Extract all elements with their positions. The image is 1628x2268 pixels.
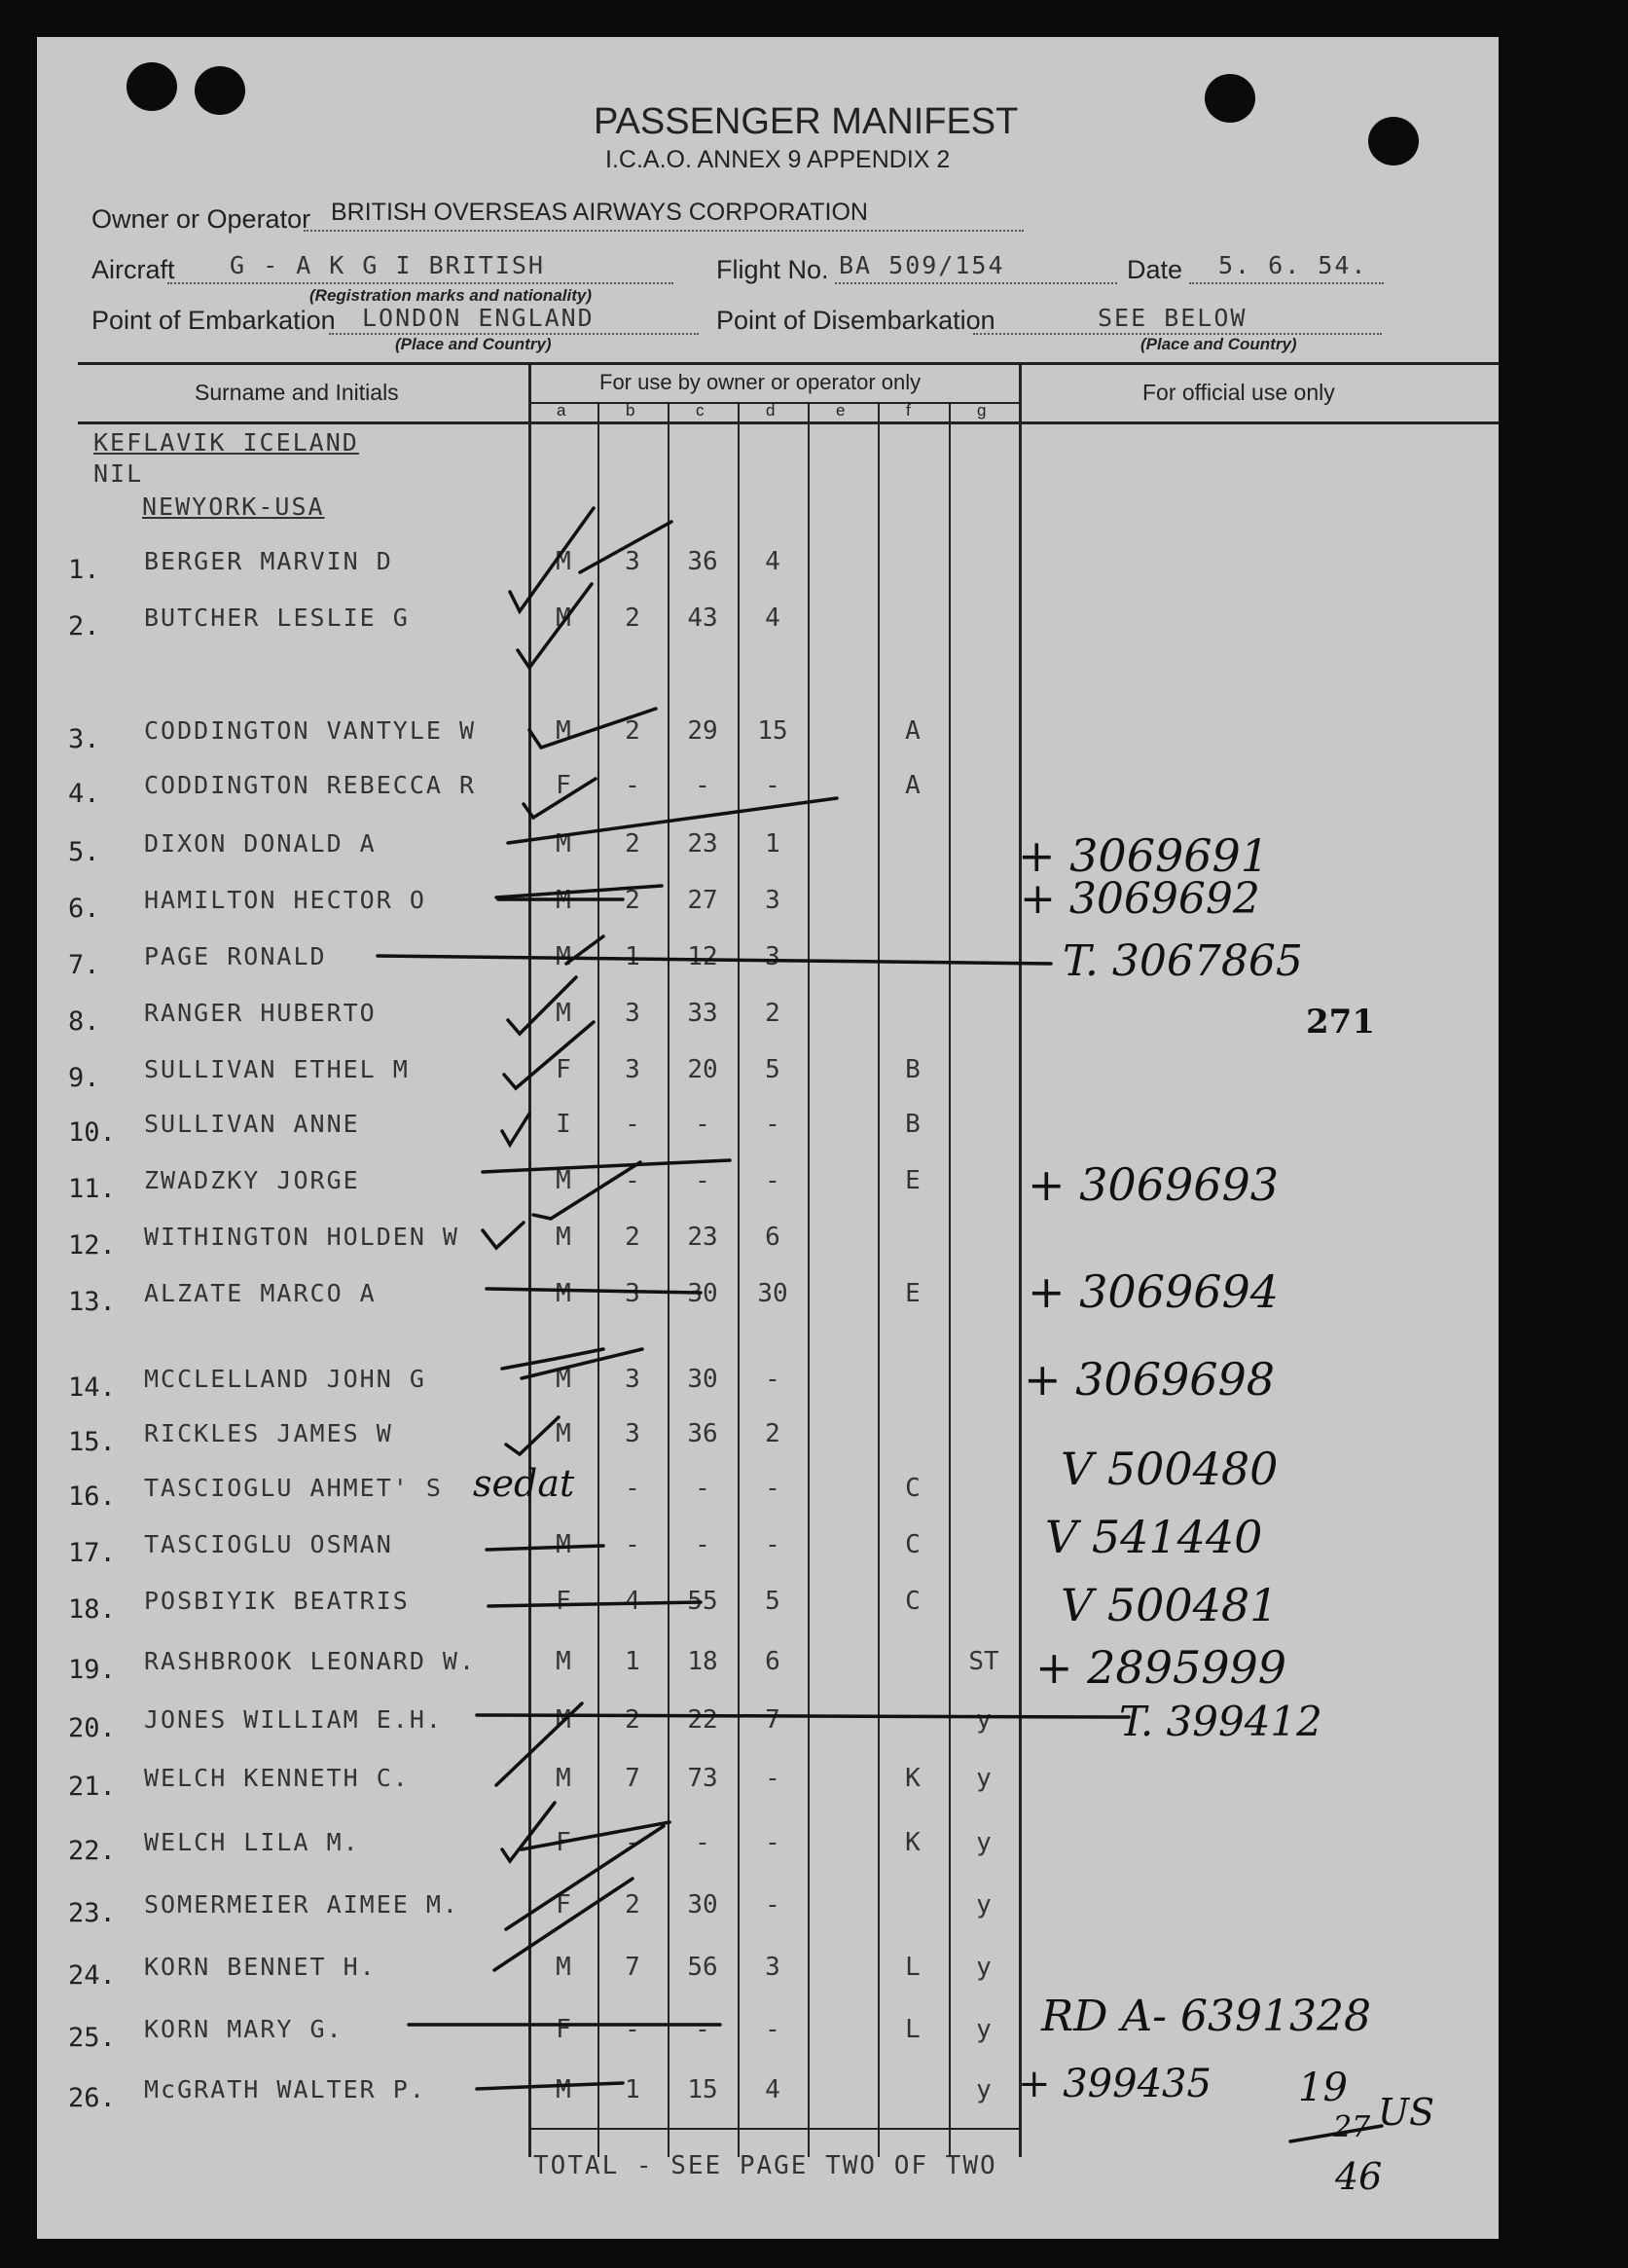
cell-b: 7	[625, 1953, 640, 1982]
cell-c: -	[695, 771, 710, 800]
cell-d: 1	[765, 829, 780, 859]
owner-label: Owner or Operator	[91, 204, 311, 234]
cell-b: 2	[625, 1890, 640, 1920]
handwritten-ticket-26: + 399435	[1018, 2062, 1212, 2106]
owner-use-header: For use by owner or operator only	[599, 370, 922, 394]
cell-d: 3	[765, 886, 780, 915]
passenger-name: RANGER HUBERTO	[144, 999, 377, 1027]
cell-b: 2	[625, 1705, 640, 1735]
cell-f: E	[905, 1279, 921, 1308]
cell-a: M	[556, 1705, 571, 1735]
sub-column-d: d	[766, 401, 776, 420]
row-number: 7.	[68, 950, 100, 980]
cell-f: K	[905, 1828, 921, 1857]
cell-b: 2	[625, 1223, 640, 1252]
cell-c: 27	[687, 886, 718, 915]
cell-a: M	[556, 829, 571, 859]
cell-b: 3	[625, 999, 640, 1028]
cell-b: -	[625, 1474, 640, 1503]
row-number: 2.	[68, 611, 100, 641]
strike-line	[502, 1349, 603, 1369]
handwritten-visa-17: V 541440	[1045, 1511, 1263, 1563]
cell-a: F	[556, 1828, 571, 1857]
cell-d: -	[765, 1530, 780, 1559]
cell-a: F	[556, 1890, 571, 1920]
cell-b: 3	[625, 547, 640, 576]
cell-b: 1	[625, 2075, 640, 2104]
row-number: 9.	[68, 1063, 100, 1093]
cell-c: 22	[687, 1705, 718, 1735]
passenger-name: WELCH KENNETH C.	[144, 1764, 410, 1792]
cell-b: -	[625, 1828, 640, 1857]
page-title: PASSENGER MANIFEST	[594, 101, 1019, 142]
cell-d: 3	[765, 1953, 780, 1982]
cell-a: M	[556, 1223, 571, 1252]
row-number: 20.	[68, 1713, 116, 1743]
row-number: 3.	[68, 724, 100, 754]
cell-d: 5	[765, 1055, 780, 1084]
cell-c: 36	[687, 1419, 718, 1448]
cell-a: M	[556, 1953, 571, 1982]
cell-c: 12	[687, 942, 718, 971]
passenger-name: TASCIOGLU OSMAN	[144, 1530, 393, 1558]
total-line: TOTAL - SEE PAGE TWO OF TWO	[533, 2151, 997, 2180]
cell-b: 4	[625, 1587, 640, 1616]
passenger-name: TASCIOGLU AHMET' S	[144, 1474, 443, 1502]
row-number: 11.	[68, 1174, 116, 1204]
check-mark	[502, 1803, 555, 1861]
sub-column-f: f	[906, 401, 911, 420]
cell-d: -	[765, 1365, 780, 1394]
cell-c: 55	[687, 1587, 718, 1616]
tally-27: 27	[1333, 2110, 1371, 2144]
cell-d: 15	[757, 716, 788, 746]
date-label: Date	[1127, 255, 1183, 284]
passenger-name: MCCLELLAND JOHN G	[144, 1365, 426, 1393]
passenger-name: KORN MARY G.	[144, 2015, 344, 2043]
passenger-name: ALZATE MARCO A	[144, 1279, 377, 1307]
cell-b: 2	[625, 886, 640, 915]
cell-a: M	[556, 1530, 571, 1559]
strike-line	[477, 2083, 623, 2089]
cell-a: F	[556, 1055, 571, 1084]
passenger-name: HAMILTON HECTOR O	[144, 886, 426, 914]
passenger-name: SULLIVAN ANNE	[144, 1110, 360, 1138]
handwritten-ticket-7: T. 3067865	[1063, 936, 1303, 986]
handwritten-ticket-5: + 3069691	[1018, 829, 1270, 882]
check-mark	[524, 779, 596, 818]
cell-d: 2	[765, 1419, 780, 1448]
cell-c: 15	[687, 2075, 718, 2104]
passenger-name: CODDINGTON VANTYLE W	[144, 716, 477, 745]
cell-a: M	[556, 999, 571, 1028]
disembarkation-label: Point of Disembarkation	[716, 306, 995, 335]
owner-value: BRITISH OVERSEAS AIRWAYS CORPORATION	[331, 199, 868, 226]
cell-c: -	[695, 1110, 710, 1139]
cell-d: -	[765, 771, 780, 800]
cell-f: E	[905, 1166, 921, 1195]
passenger-name: DIXON DONALD A	[144, 829, 377, 858]
cell-c: 23	[687, 1223, 718, 1252]
aircraft-note: (Registration marks and nationality)	[309, 286, 592, 305]
passenger-name: BUTCHER LESLIE G	[144, 604, 410, 632]
aircraft-value: G - A K G I BRITISH	[230, 251, 545, 279]
disembarkation-value: SEE BELOW	[1098, 304, 1248, 332]
cell-b: 2	[625, 829, 640, 859]
handwritten-ticket-25: RD A- 6391328	[1041, 1992, 1371, 2041]
passenger-name: PAGE RONALD	[144, 942, 327, 970]
cell-c: -	[695, 1530, 710, 1559]
strike-line	[487, 1546, 603, 1550]
passenger-name: McGRATH WALTER P.	[144, 2075, 426, 2103]
check-mark	[533, 1162, 640, 1219]
cell-c: -	[695, 2015, 710, 2044]
check-mark	[508, 977, 576, 1034]
cell-c: -	[695, 1166, 710, 1195]
cell-b: 1	[625, 942, 640, 971]
cell-c: -	[695, 1828, 710, 1857]
embarkation-label: Point of Embarkation	[91, 306, 336, 335]
row-number: 23.	[68, 1898, 116, 1928]
row-number: 12.	[68, 1230, 116, 1261]
handwritten-visa-18: V 500481	[1061, 1579, 1279, 1631]
strike-line	[487, 1289, 701, 1293]
cell-a: I	[556, 1110, 571, 1139]
cell-f: C	[905, 1587, 921, 1616]
passenger-name: CODDINGTON REBECCA R	[144, 771, 477, 799]
cell-d: 5	[765, 1587, 780, 1616]
handwritten-ticket-20: T. 399412	[1119, 1698, 1322, 1745]
check-mark	[506, 1826, 664, 1929]
row-number: 5.	[68, 837, 100, 867]
row-number: 15.	[68, 1427, 116, 1457]
row-number: 26.	[68, 2083, 116, 2113]
passenger-name: JONES WILLIAM E.H.	[144, 1705, 443, 1734]
cell-a: M	[556, 1279, 571, 1308]
cell-b: 3	[625, 1419, 640, 1448]
row-number: 25.	[68, 2023, 116, 2053]
cell-a: F	[556, 1587, 571, 1616]
cell-b: 7	[625, 1764, 640, 1793]
flight-value: BA 509/154	[839, 251, 1005, 279]
cell-b: 3	[625, 1055, 640, 1084]
cell-b: 2	[625, 604, 640, 633]
sub-column-c: c	[696, 401, 705, 420]
passenger-name: SOMERMEIER AIMEE M.	[144, 1890, 459, 1919]
row-number: 6.	[68, 894, 100, 924]
embarkation-value: LONDON ENGLAND	[362, 304, 595, 332]
passenger-name: SULLIVAN ETHEL M	[144, 1055, 410, 1083]
cell-d: 30	[757, 1279, 788, 1308]
cell-a: M	[556, 1647, 571, 1676]
section-keflavik: KEFLAVIK ICELAND	[93, 428, 359, 457]
sub-column-g: g	[977, 401, 987, 420]
passenger-name: WELCH LILA M.	[144, 1828, 360, 1856]
cell-b: -	[625, 771, 640, 800]
row-number: 18.	[68, 1594, 116, 1625]
cell-d: -	[765, 1474, 780, 1503]
cell-d: -	[765, 1764, 780, 1793]
cell-b: -	[625, 1166, 640, 1195]
passenger-name: RICKLES JAMES W	[144, 1419, 393, 1447]
surname-column-header: Surname and Initials	[195, 380, 399, 405]
cell-g: ST	[968, 1647, 999, 1676]
cell-c: 43	[687, 604, 718, 633]
strike-line	[483, 1160, 730, 1172]
cell-f: B	[905, 1055, 921, 1084]
cell-c: 30	[687, 1890, 718, 1920]
passenger-name: ZWADZKY JORGE	[144, 1166, 360, 1194]
cell-d: -	[765, 2015, 780, 2044]
cell-c: -	[695, 1474, 710, 1503]
cell-d: 3	[765, 942, 780, 971]
tally-us: US	[1378, 2091, 1435, 2134]
cell-d: 4	[765, 547, 780, 576]
cell-g: y	[976, 2015, 992, 2044]
handwritten-ticket-14: + 3069698	[1024, 1353, 1276, 1406]
handwritten-ticket-19: + 2895999	[1035, 1641, 1287, 1694]
page-subtitle: I.C.A.O. ANNEX 9 APPENDIX 2	[605, 146, 951, 173]
stamp-271: 271	[1306, 1003, 1375, 1042]
cell-g: y	[976, 1705, 992, 1735]
cell-f: C	[905, 1530, 921, 1559]
cell-g: y	[976, 1890, 992, 1920]
cell-f: K	[905, 1764, 921, 1793]
cell-b: -	[625, 2015, 640, 2044]
cell-d: 7	[765, 1705, 780, 1735]
handwritten-visa-16: V 500480	[1061, 1443, 1279, 1495]
passenger-name: KORN BENNET H.	[144, 1953, 377, 1981]
cell-g: y	[976, 1828, 992, 1857]
cell-a: M	[556, 1764, 571, 1793]
cell-b: -	[625, 1110, 640, 1139]
cell-c: 73	[687, 1764, 718, 1793]
cell-a: M	[556, 1419, 571, 1448]
cell-b: 3	[625, 1365, 640, 1394]
cell-c: 30	[687, 1365, 718, 1394]
row-number: 8.	[68, 1006, 100, 1037]
cell-d: -	[765, 1166, 780, 1195]
cell-a: M	[556, 1166, 571, 1195]
disembarkation-note: (Place and Country)	[1140, 335, 1297, 353]
cell-f: B	[905, 1110, 921, 1139]
official-use-header: For official use only	[1142, 380, 1335, 405]
cell-a: M	[556, 604, 571, 633]
cell-c: 29	[687, 716, 718, 746]
cell-f: L	[905, 1953, 921, 1982]
handwritten-ticket-6: + 3069692	[1020, 874, 1260, 924]
cell-f: L	[905, 2015, 921, 2044]
row-number: 17.	[68, 1538, 116, 1568]
cell-a: M	[556, 716, 571, 746]
cell-g: y	[976, 1953, 992, 1982]
handwritten-note-16: sedat	[473, 1462, 575, 1505]
cell-f: A	[905, 716, 921, 746]
handwritten-ticket-13: + 3069694	[1028, 1265, 1280, 1318]
cell-a: F	[556, 2015, 571, 2044]
sub-column-a: a	[557, 401, 566, 420]
cell-a: M	[556, 2075, 571, 2104]
cell-d: -	[765, 1828, 780, 1857]
strike-line	[496, 886, 662, 897]
cell-g: y	[976, 1764, 992, 1793]
tally-46: 46	[1335, 2155, 1383, 2198]
cell-c: 20	[687, 1055, 718, 1084]
row-number: 21.	[68, 1772, 116, 1802]
cell-a: M	[556, 886, 571, 915]
sub-column-b: b	[626, 401, 635, 420]
embarkation-note: (Place and Country)	[395, 335, 552, 353]
passenger-name: POSBIYIK BEATRIS	[144, 1587, 410, 1615]
strike-line	[488, 1602, 701, 1606]
cell-c: 23	[687, 829, 718, 859]
passenger-name: BERGER MARVIN D	[144, 547, 393, 575]
section-newyork: NEWYORK-USA	[142, 493, 325, 521]
date-value: 5. 6. 54.	[1218, 251, 1368, 279]
tally-19: 19	[1298, 2066, 1348, 2110]
passenger-name: RASHBROOK LEONARD W.	[144, 1647, 477, 1675]
cell-c: 18	[687, 1647, 718, 1676]
cell-g: y	[976, 2075, 992, 2104]
row-number: 16.	[68, 1482, 116, 1512]
cell-b: -	[625, 1530, 640, 1559]
check-mark	[483, 1223, 524, 1248]
cell-d: 6	[765, 1223, 780, 1252]
cell-c: 56	[687, 1953, 718, 1982]
cell-d: 6	[765, 1647, 780, 1676]
cell-a: M	[556, 942, 571, 971]
strike-line	[477, 1715, 1129, 1717]
check-mark	[502, 1114, 529, 1145]
cell-d: 4	[765, 2075, 780, 2104]
cell-d: -	[765, 1890, 780, 1920]
section-keflavik-value: NIL	[93, 459, 144, 488]
handwritten-ticket-11: + 3069693	[1028, 1158, 1280, 1211]
check-mark	[506, 1417, 559, 1454]
row-number: 24.	[68, 1960, 116, 1991]
aircraft-label: Aircraft	[91, 255, 175, 284]
cell-c: 30	[687, 1279, 718, 1308]
flight-label: Flight No.	[716, 255, 829, 284]
strike-line	[378, 956, 1051, 964]
row-number: 1.	[68, 555, 100, 585]
row-number: 10.	[68, 1117, 116, 1148]
cell-a: F	[556, 771, 571, 800]
check-mark	[529, 709, 656, 748]
row-number: 13.	[68, 1287, 116, 1317]
row-number: 19.	[68, 1655, 116, 1685]
cell-f: A	[905, 771, 921, 800]
cell-b: 1	[625, 1647, 640, 1676]
row-number: 4.	[68, 779, 100, 809]
sub-column-e: e	[836, 401, 846, 420]
cell-c: 33	[687, 999, 718, 1028]
strike-line	[508, 798, 837, 843]
cell-b: 2	[625, 716, 640, 746]
cell-d: -	[765, 1110, 780, 1139]
row-number: 14.	[68, 1372, 116, 1403]
cell-d: 2	[765, 999, 780, 1028]
cell-a: M	[556, 547, 571, 576]
cell-c: 36	[687, 547, 718, 576]
passenger-name: WITHINGTON HOLDEN W	[144, 1223, 459, 1251]
cell-b: 3	[625, 1279, 640, 1308]
cell-a: M	[556, 1365, 571, 1394]
cell-d: 4	[765, 604, 780, 633]
row-number: 22.	[68, 1836, 116, 1866]
cell-f: C	[905, 1474, 921, 1503]
